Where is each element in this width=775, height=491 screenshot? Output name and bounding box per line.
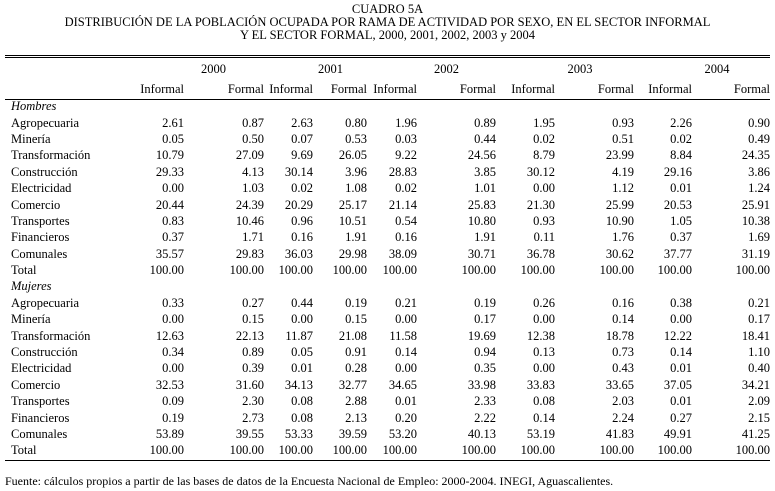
table-cell: 0.19 xyxy=(345,295,367,310)
table-cell: 0.73 xyxy=(612,345,634,360)
table-cell: 0.15 xyxy=(242,312,264,327)
table-cell: 4.19 xyxy=(612,164,634,179)
table-cell: 0.89 xyxy=(474,115,496,130)
table-cell: 0.19 xyxy=(474,295,496,310)
table-cell: 0.01 xyxy=(670,394,692,409)
table-cell: 0.37 xyxy=(162,230,184,245)
table-cell: 24.39 xyxy=(235,197,264,212)
table-cell: 3.96 xyxy=(345,164,367,179)
table-cell: 0.05 xyxy=(291,345,313,360)
header-stub xyxy=(5,59,133,80)
table-cell: 21.30 xyxy=(526,197,555,212)
table-cell: 2.24 xyxy=(612,410,634,425)
table-cell: 39.59 xyxy=(338,427,367,441)
table-cell: 1.01 xyxy=(474,181,496,196)
section-label: Hombres xyxy=(11,99,57,114)
table-cell: 0.14 xyxy=(612,312,634,327)
table-cell: 2.15 xyxy=(748,410,770,425)
table-cell: 0.26 xyxy=(533,295,555,310)
table-row xyxy=(5,196,770,212)
table-row xyxy=(5,409,770,425)
table-cell: 1.24 xyxy=(748,181,770,196)
table-cell: 10.90 xyxy=(605,213,634,228)
row-label: Electricidad xyxy=(11,361,72,376)
table-cell: 8.84 xyxy=(670,148,692,163)
table-cell: 32.77 xyxy=(338,377,367,392)
table-cell: 24.35 xyxy=(741,148,770,163)
section-label: Mujeres xyxy=(11,279,52,294)
table-cell: 0.90 xyxy=(748,115,770,130)
table-cell: 0.37 xyxy=(670,230,692,245)
table-row xyxy=(5,377,770,393)
table-cell: 0.38 xyxy=(670,295,692,310)
table-cell: 34.13 xyxy=(284,377,313,392)
table-cell: 31.60 xyxy=(235,377,264,392)
table-cell: 0.01 xyxy=(395,394,417,409)
table-cell: 100.00 xyxy=(735,263,770,278)
table-cell: 0.44 xyxy=(474,131,496,146)
table-cell: 0.40 xyxy=(748,361,770,376)
table-cell: 0.44 xyxy=(291,295,313,310)
table-cell: 25.91 xyxy=(741,197,770,212)
table-cell: 32.53 xyxy=(155,377,184,392)
table-cell: 100.00 xyxy=(520,443,555,458)
table-row xyxy=(5,164,770,180)
table-cell: 8.79 xyxy=(533,148,555,163)
table-row xyxy=(5,131,770,147)
table-cell: 100.00 xyxy=(382,443,417,458)
table-cell: 30.14 xyxy=(284,164,313,179)
table-cell: 33.65 xyxy=(605,377,634,392)
table-cell: 20.53 xyxy=(663,197,692,212)
table-cell: 0.15 xyxy=(345,312,367,327)
table-cell: 29.33 xyxy=(155,164,184,179)
table-row xyxy=(5,114,770,130)
row-label: Comercio xyxy=(11,197,61,212)
table-cell: 10.46 xyxy=(235,213,264,228)
table-row xyxy=(5,426,770,442)
row-label: Financieros xyxy=(11,230,70,245)
row-label: Agropecuaria xyxy=(11,115,80,130)
table-cell: 36.78 xyxy=(526,246,555,261)
table-cell: 0.16 xyxy=(291,230,313,245)
table-cell: 100.00 xyxy=(229,263,264,278)
table-cell: 0.00 xyxy=(533,312,555,327)
table-cell: 21.14 xyxy=(388,197,417,212)
table-cell: 0.00 xyxy=(162,361,184,376)
table-cell: 0.20 xyxy=(395,410,417,425)
table-cell: 10.79 xyxy=(155,148,184,163)
table-cell: 0.01 xyxy=(291,361,313,376)
table-cell: 1.08 xyxy=(345,181,367,196)
table-cell: 0.00 xyxy=(291,312,313,327)
year-header: 2003 xyxy=(567,62,593,76)
row-label: Total xyxy=(11,263,37,278)
table-subtitle: Y EL SECTOR FORMAL, 2000, 2001, 2002, 2003 y 2004 xyxy=(239,28,536,42)
table-cell: 23.99 xyxy=(605,148,634,163)
table-cell: 0.00 xyxy=(162,181,184,196)
table-row xyxy=(5,213,770,229)
table-cell: 31.19 xyxy=(741,246,770,261)
table-cell: 2.73 xyxy=(242,410,264,425)
table-cell: 2.30 xyxy=(242,394,264,409)
sector-header-row xyxy=(5,80,770,98)
table-cell: 0.27 xyxy=(670,410,692,425)
table-cell: 19.69 xyxy=(467,328,496,343)
table-cell: 0.13 xyxy=(533,345,555,360)
table-cell: 0.02 xyxy=(291,181,313,196)
table-cell: 0.96 xyxy=(291,213,313,228)
table-cell: 2.33 xyxy=(474,394,496,409)
table-cell: 0.00 xyxy=(533,181,555,196)
table-cell: 25.17 xyxy=(338,197,367,212)
table-cell: 1.03 xyxy=(242,181,264,196)
table-cell: 29.83 xyxy=(235,246,264,261)
table-cell: 100.00 xyxy=(278,263,313,278)
table-cell: 0.05 xyxy=(162,131,184,146)
table-cell: 25.99 xyxy=(605,197,634,212)
year-header: 2001 xyxy=(318,62,343,76)
table-row xyxy=(5,246,770,262)
table-cell: 1.96 xyxy=(395,115,417,130)
table-cell: 0.93 xyxy=(612,115,634,130)
table-cell: 34.21 xyxy=(741,377,770,392)
table-cell: 1.12 xyxy=(612,181,634,196)
table-cell: 10.80 xyxy=(467,213,496,228)
table-cell: 9.22 xyxy=(395,148,417,163)
table-cell: 0.14 xyxy=(395,345,417,360)
table-cell: 1.91 xyxy=(345,230,367,245)
table-cell: 0.02 xyxy=(395,181,417,196)
table-cell: 41.83 xyxy=(605,427,634,441)
table-cell: 11.58 xyxy=(389,328,417,343)
section-row xyxy=(5,98,770,114)
table-cell: 9.69 xyxy=(291,148,313,163)
table-cell: 53.33 xyxy=(284,427,313,441)
source-note: Fuente: cálculos propios a partir de las bases de datos de la Encuesta Nacional de Empleo: 2000-2004. INEGI, Aguascalientes. xyxy=(5,474,614,488)
row-label: Electricidad xyxy=(11,181,72,196)
table-cell: 28.83 xyxy=(388,164,417,179)
top-rule-double xyxy=(5,57,770,58)
table-row xyxy=(5,180,770,196)
table-cell: 22.13 xyxy=(235,328,264,343)
sector-header: Informal xyxy=(511,82,555,96)
year-header: 2002 xyxy=(434,62,459,76)
table-row xyxy=(5,344,770,360)
sector-header: Formal xyxy=(459,82,496,96)
sector-header: Informal xyxy=(140,82,184,96)
table-cell: 0.00 xyxy=(162,312,184,327)
table-cell: 100.00 xyxy=(520,263,555,278)
table-row xyxy=(5,360,770,376)
table-cell: 53.20 xyxy=(388,427,417,441)
table-title-block xyxy=(0,3,775,42)
table-cell: 27.09 xyxy=(235,148,264,163)
table-cell: 39.55 xyxy=(235,427,264,441)
table-cell: 26.05 xyxy=(338,148,367,163)
sector-header: Informal xyxy=(648,82,692,96)
table-cell: 100.00 xyxy=(149,443,184,458)
table-cell: 37.77 xyxy=(663,246,692,261)
table-cell: 0.08 xyxy=(291,394,313,409)
table-cell: 0.21 xyxy=(395,295,417,310)
row-label: Total xyxy=(11,443,37,458)
table-cell: 0.00 xyxy=(670,312,692,327)
table-cell: 0.50 xyxy=(242,131,264,146)
table-cell: 33.98 xyxy=(467,377,496,392)
table-cell: 0.17 xyxy=(474,312,496,327)
table-cell: 40.13 xyxy=(467,427,496,441)
table-cell: 100.00 xyxy=(657,263,692,278)
table-cell: 1.05 xyxy=(670,213,692,228)
table-cell: 0.28 xyxy=(345,361,367,376)
table-cell: 0.91 xyxy=(345,345,367,360)
table-cell: 2.22 xyxy=(474,410,496,425)
table-cell: 0.11 xyxy=(533,230,555,245)
table-cell: 100.00 xyxy=(599,443,634,458)
table-title: DISTRIBUCIÓN DE LA POBLACIÓN OCUPADA POR RAMA DE ACTIVIDAD POR SEXO, EN EL SECTOR INFORMAL xyxy=(64,15,711,29)
table-cell: 0.80 xyxy=(345,115,367,130)
table-cell: 0.03 xyxy=(395,131,417,146)
table-cell: 0.00 xyxy=(533,361,555,376)
table-cell: 0.02 xyxy=(670,131,692,146)
table-cell: 100.00 xyxy=(278,443,313,458)
table-cell: 0.83 xyxy=(162,213,184,228)
table-cell: 100.00 xyxy=(461,263,496,278)
table-cell: 0.16 xyxy=(395,230,417,245)
table-cell: 100.00 xyxy=(599,263,634,278)
table-cell: 0.02 xyxy=(533,131,555,146)
table-cell: 100.00 xyxy=(332,443,367,458)
table-cell: 0.33 xyxy=(162,295,184,310)
table-cell: 1.71 xyxy=(242,230,264,245)
section-row xyxy=(5,278,770,294)
table-cell: 0.01 xyxy=(670,181,692,196)
table-cell: 12.63 xyxy=(155,328,184,343)
row-label: Minería xyxy=(11,312,51,327)
table-cell: 0.53 xyxy=(345,131,367,146)
table-cell: 100.00 xyxy=(735,443,770,458)
table-cell: 0.49 xyxy=(748,131,770,146)
table-row xyxy=(5,442,770,458)
table-cell: 100.00 xyxy=(229,443,264,458)
table-cell: 38.09 xyxy=(388,246,417,261)
row-label: Comunales xyxy=(11,427,68,441)
table-cell: 53.89 xyxy=(155,427,184,441)
table-row xyxy=(5,147,770,163)
table-cell: 2.88 xyxy=(345,394,367,409)
table-cell: 100.00 xyxy=(332,263,367,278)
table-cell: 24.56 xyxy=(467,148,496,163)
table-cell: 100.00 xyxy=(382,263,417,278)
row-label: Minería xyxy=(11,131,51,146)
table-cell: 34.65 xyxy=(388,377,417,392)
year-header-row xyxy=(5,59,770,80)
table-cell: 35.57 xyxy=(155,246,184,261)
table-cell: 0.00 xyxy=(395,312,417,327)
table-cell: 20.44 xyxy=(155,197,184,212)
sector-header: Formal xyxy=(227,82,264,96)
table-cell: 0.09 xyxy=(162,394,184,409)
table-cell: 2.13 xyxy=(345,410,367,425)
table-cell: 2.03 xyxy=(612,394,634,409)
table-cell: 12.22 xyxy=(663,328,692,343)
table-cell: 0.54 xyxy=(395,213,417,228)
table-cell: 0.16 xyxy=(612,295,634,310)
table-cell: 0.08 xyxy=(291,410,313,425)
table-cell: 33.83 xyxy=(526,377,555,392)
table-cell: 30.71 xyxy=(467,246,496,261)
sector-header: Formal xyxy=(597,82,634,96)
table-cell: 53.19 xyxy=(526,427,555,441)
row-label: Transportes xyxy=(11,394,70,409)
table-cell: 41.25 xyxy=(741,427,770,441)
table-number: CUADRO 5A xyxy=(351,2,424,16)
table-cell: 30.62 xyxy=(605,246,634,261)
table-row xyxy=(5,311,770,327)
table-cell: 1.91 xyxy=(474,230,496,245)
table-cell: 0.14 xyxy=(670,345,692,360)
table-cell: 36.03 xyxy=(284,246,313,261)
row-label: Transportes xyxy=(11,213,70,228)
table-row xyxy=(5,327,770,343)
table-cell: 30.12 xyxy=(526,164,555,179)
table-cell: 0.27 xyxy=(242,295,264,310)
table-row xyxy=(5,393,770,409)
table-cell: 0.93 xyxy=(533,213,555,228)
table-cell: 0.89 xyxy=(242,345,264,360)
table-cell: 0.07 xyxy=(291,131,313,146)
table-cell: 2.63 xyxy=(291,115,313,130)
table-cell: 1.76 xyxy=(612,230,634,245)
row-label: Construcción xyxy=(11,164,78,179)
table-cell: 25.83 xyxy=(467,197,496,212)
table-row xyxy=(5,229,770,245)
table-cell: 0.08 xyxy=(533,394,555,409)
table-cell: 20.29 xyxy=(284,197,313,212)
table-cell: 1.10 xyxy=(748,345,770,360)
table-cell: 0.00 xyxy=(395,361,417,376)
sector-header: Informal xyxy=(269,82,313,96)
subheader-stub xyxy=(5,80,133,98)
table-cell: 0.43 xyxy=(612,361,634,376)
row-label: Transformación xyxy=(11,148,91,163)
table-cell: 2.09 xyxy=(748,394,770,409)
table-cell: 100.00 xyxy=(657,443,692,458)
table-cell: 0.34 xyxy=(162,345,184,360)
table-cell: 10.51 xyxy=(338,213,367,228)
table-cell: 49.91 xyxy=(663,427,692,441)
table-cell: 12.38 xyxy=(526,328,555,343)
data-table xyxy=(5,59,770,459)
table-cell: 0.39 xyxy=(242,361,264,376)
row-label: Construcción xyxy=(11,345,78,360)
table-cell: 11.87 xyxy=(285,328,313,343)
table-cell: 1.95 xyxy=(533,115,555,130)
table-cell: 0.17 xyxy=(748,312,770,327)
row-label: Comercio xyxy=(11,377,61,392)
table-cell: 10.38 xyxy=(741,213,770,228)
year-header: 2004 xyxy=(704,62,730,76)
row-label: Comunales xyxy=(11,246,68,261)
table-cell: 0.14 xyxy=(533,410,555,425)
sector-header: Formal xyxy=(330,82,367,96)
table-cell: 100.00 xyxy=(461,443,496,458)
table-cell: 0.19 xyxy=(162,410,184,425)
row-label: Agropecuaria xyxy=(11,295,80,310)
table-cell: 29.16 xyxy=(663,164,692,179)
table-cell: 3.86 xyxy=(748,164,770,179)
table-cell: 0.87 xyxy=(242,115,264,130)
table-cell: 100.00 xyxy=(149,263,184,278)
year-header: 2000 xyxy=(201,62,226,76)
row-label: Transformación xyxy=(11,328,91,343)
sector-header: Formal xyxy=(733,82,770,96)
table-cell: 37.05 xyxy=(663,377,692,392)
table-cell: 2.61 xyxy=(162,115,184,130)
table-cell: 0.01 xyxy=(670,361,692,376)
table-cell: 0.35 xyxy=(474,361,496,376)
sector-header: Informal xyxy=(373,82,417,96)
table-row xyxy=(5,262,770,278)
table-cell: 4.13 xyxy=(242,164,264,179)
table-cell: 0.94 xyxy=(474,345,496,360)
table-row xyxy=(5,295,770,311)
table-cell: 1.69 xyxy=(748,230,770,245)
table-cell: 29.98 xyxy=(338,246,367,261)
table-cell: 0.21 xyxy=(748,295,770,310)
row-label: Financieros xyxy=(11,410,70,425)
top-rule xyxy=(5,55,770,56)
bottom-rule xyxy=(5,460,770,461)
header-rule xyxy=(5,99,770,100)
table-cell: 2.26 xyxy=(670,115,692,130)
table-cell: 18.78 xyxy=(605,328,634,343)
table-cell: 0.51 xyxy=(612,131,634,146)
table-cell: 18.41 xyxy=(741,328,770,343)
table-cell: 21.08 xyxy=(338,328,367,343)
table-cell: 3.85 xyxy=(474,164,496,179)
